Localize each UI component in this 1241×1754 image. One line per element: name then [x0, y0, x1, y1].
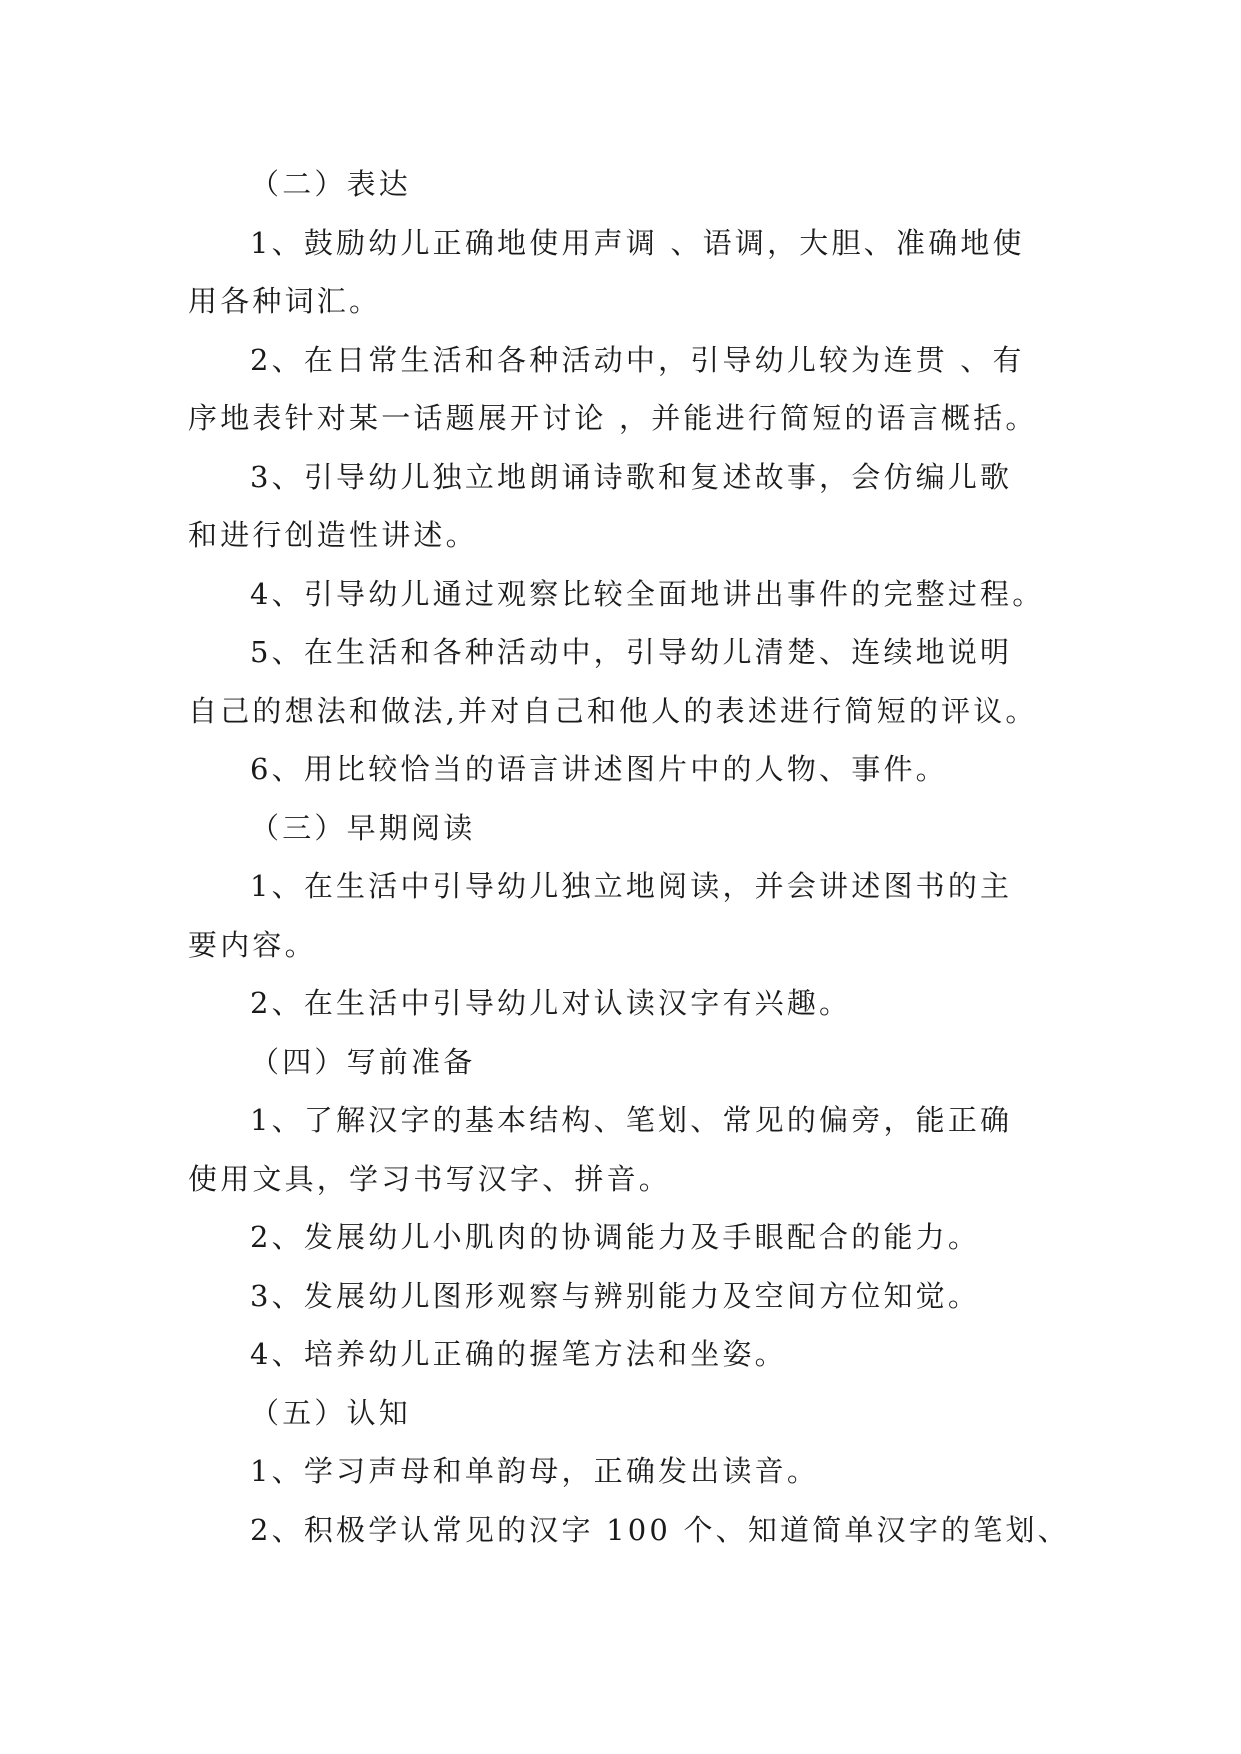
section-heading-cognition: （五）认知 — [250, 1395, 412, 1430]
paragraph-line: 4、引导幼儿通过观察比较全面地讲出事件的完整过程。 — [250, 576, 1045, 611]
section-heading-pre-writing: （四）写前准备 — [250, 1044, 476, 1079]
paragraph-line: 6、用比较恰当的语言讲述图片中的人物、事件。 — [250, 752, 948, 786]
paragraph-line: 2、积极学认常见的汉字 100 个、知道简单汉字的笔划、 — [250, 1512, 1070, 1547]
paragraph-line: 1、鼓励幼儿正确地使用声调 、语调，大胆、准确地使 — [250, 225, 1025, 260]
paragraph-line: 自己的想法和做法,并对自己和他人的表述进行简短的评议。 — [188, 693, 1038, 728]
paragraph-line: 1、学习声母和单韵母，正确发出读音。 — [250, 1454, 820, 1488]
paragraph-line: 使用文具，学习书写汉字、拼音。 — [188, 1161, 672, 1196]
section-heading-expression: （二）表达 — [250, 167, 412, 201]
paragraph-line: 2、发展幼儿小肌肉的协调能力及手眼配合的能力。 — [250, 1220, 981, 1254]
paragraph-line: 2、在日常生活和各种活动中，引导幼儿较为连贯 、有 — [250, 342, 1025, 377]
paragraph-line: 3、发展幼儿图形观察与辨别能力及空间方位知觉。 — [250, 1278, 981, 1313]
paragraph-line: 1、了解汉字的基本结构、笔划、常见的偏旁，能正确 — [250, 1103, 1013, 1137]
paragraph-line: 用各种词汇。 — [188, 284, 382, 318]
paragraph-line: 4、培养幼儿正确的握笔方法和坐姿。 — [250, 1337, 787, 1371]
paragraph-line: 和进行创造性讲述。 — [188, 518, 478, 552]
paragraph-line: 要内容。 — [188, 927, 317, 962]
paragraph-line: 3、引导幼儿独立地朗诵诗歌和复述故事，会仿编儿歌 — [250, 459, 1013, 494]
section-heading-early-reading: （三）早期阅读 — [250, 810, 476, 845]
document-body — [188, 155, 1068, 1559]
paragraph-line: 5、在生活和各种活动中，引导幼儿清楚、连续地说明 — [250, 635, 1013, 669]
paragraph-line: 1、在生活中引导幼儿独立地阅读，并会讲述图书的主 — [250, 869, 1013, 903]
paragraph-line: 序地表针对某一话题展开讨论 ，并能进行简短的语言概括。 — [188, 401, 1038, 435]
paragraph-line: 2、在生活中引导幼儿对认读汉字有兴趣。 — [250, 986, 852, 1020]
